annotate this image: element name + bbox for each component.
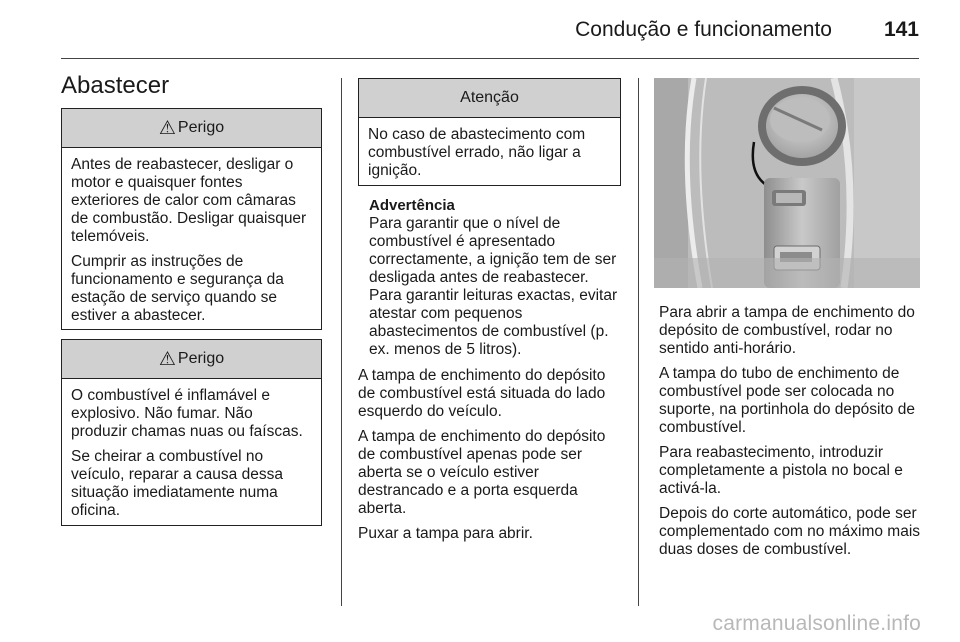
caution-text: No caso de abastecimento com combustível errado, não ligar a ignição.	[368, 126, 586, 179]
warning-box-2-header	[62, 340, 321, 379]
page-number: 141	[883, 18, 919, 41]
warning-box-2-body	[62, 379, 321, 533]
note-paragraph: Para garantir que o nível de combustível é apresentado correctamente, a ignição tem de ser desligada antes de reabastecer.	[369, 215, 617, 286]
body-paragraph: Puxar a tampa para abrir.	[358, 525, 533, 542]
warning-box-1-body	[62, 148, 321, 338]
warning-box-1	[61, 108, 322, 330]
note-paragraph: Para garantir leituras exactas, evitar atestar com pequenos abastecimentos de combustível (p. ex. menos de 5 litros).	[369, 287, 618, 358]
caution-box	[358, 78, 621, 186]
body-paragraph: A tampa do tubo de enchimento de combustível pode ser colocada no suporte, na portinhola do depósito de combustível.	[659, 365, 915, 436]
note-title: Advertência	[369, 197, 455, 214]
warning-1-paragraph: Antes de reabastecer, desligar o motor e quaisquer fontes exteriores de calor com câmaras de combustão. Desligar quaisquer telemóveis.	[71, 156, 307, 245]
warning-box-2	[61, 339, 322, 526]
middle-column-text	[358, 197, 626, 550]
watermark-text: carmanualsonline.info	[712, 612, 921, 635]
warning-box-1-label: Perigo	[177, 119, 225, 136]
warning-1-paragraph: Cumprir as instruções de funcionamento e segurança da estação de serviço quando se estiver a abastecer.	[71, 253, 284, 324]
warning-box-2-label: Perigo	[177, 350, 225, 367]
body-paragraph: Para abrir a tampa de enchimento do depósito de combustível, rodar no sentido anti-horário.	[659, 304, 915, 357]
body-paragraph: A tampa de enchimento do depósito de combustível apenas pode ser aberta se o veículo estiver destrancado e a porta esquerda aberta.	[358, 428, 606, 517]
right-column-text	[659, 304, 929, 566]
warning-box-1-header	[62, 109, 321, 148]
column-divider-1	[341, 78, 342, 606]
caution-box-body	[359, 118, 620, 193]
body-paragraph: Depois do corte automático, pode ser complementado com no máximo mais duas doses de combustível.	[659, 505, 921, 558]
body-paragraph: A tampa de enchimento do depósito de combustível está situada do lado esquerdo do veículo.	[358, 367, 606, 420]
column-divider-2	[638, 78, 639, 606]
warning-2-paragraph: O combustível é inflamável e explosivo. Não fumar. Não produzir chamas nuas ou faíscas.	[71, 387, 303, 440]
fuel-filler-photo-illustration	[654, 78, 920, 288]
body-paragraph: Para reabastecimento, introduzir completamente a pistola no bocal e activá-la.	[659, 444, 903, 497]
note-block	[358, 197, 626, 359]
header-rule	[61, 58, 919, 59]
running-header-title: Condução e funcionamento	[575, 18, 832, 41]
warning-2-paragraph: Se cheirar a combustível no veículo, reparar a causa dessa situação imediatamente numa oficina.	[71, 448, 283, 519]
warning-triangle-icon: ⚠	[158, 117, 176, 139]
fuel-filler-cap-photo	[654, 78, 920, 288]
warning-triangle-icon: ⚠	[158, 348, 176, 370]
caution-box-header: Atenção	[359, 79, 620, 118]
section-title: Abastecer	[61, 72, 170, 99]
